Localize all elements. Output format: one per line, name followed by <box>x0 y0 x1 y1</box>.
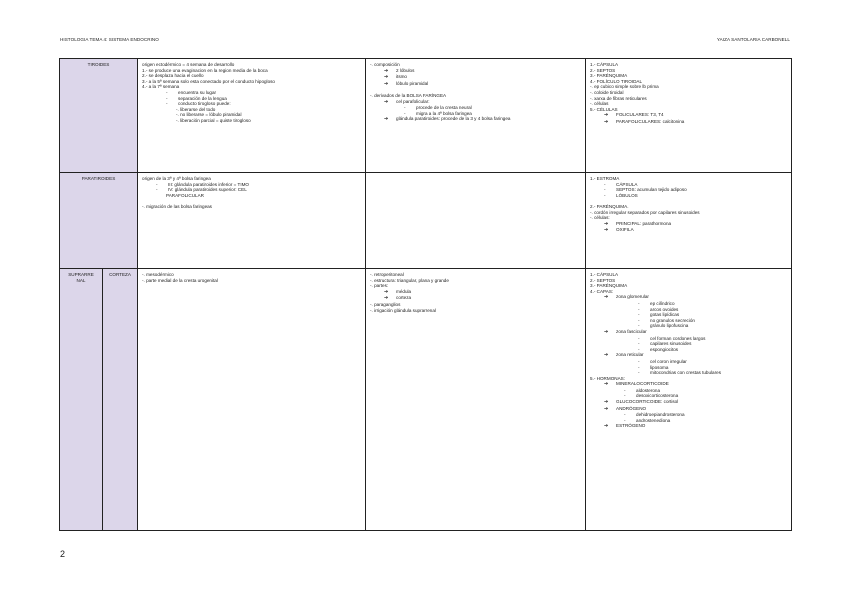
bullet-dash-icon: - <box>404 110 406 116</box>
note-text: -. paraganglios <box>370 301 401 307</box>
arrow-right-icon: ➔ <box>384 288 389 295</box>
cell-paratiroides-structure <box>366 173 586 269</box>
label-tiroides: TIROIDES <box>60 59 138 173</box>
note-text: -. cordón irregular separados por capilares sinusoides <box>590 209 700 215</box>
note-line <box>590 329 787 336</box>
cell-suprarrenal-histology <box>586 269 792 531</box>
note-text: 1.- ESTROMA <box>590 176 620 181</box>
note-line <box>370 99 581 106</box>
note-text: -. liberarse del todo <box>176 106 216 112</box>
arrow-right-icon: ➔ <box>384 116 389 123</box>
bullet-dash-icon: - <box>604 181 606 187</box>
note-text: -. células <box>590 101 609 107</box>
note-text: espongiocitos <box>650 346 679 352</box>
arrow-right-icon: ➔ <box>604 118 609 125</box>
note-text: 2.- PARÉNQUIMA. <box>590 203 629 209</box>
bullet-dash-icon: - <box>604 192 606 198</box>
note-text: migra a la 4ª bolsa faringea <box>416 110 472 116</box>
note-text: liposoma <box>650 364 669 370</box>
note-line <box>590 119 787 126</box>
note-text: aldosterona <box>636 387 661 393</box>
row-tiroides <box>60 59 792 173</box>
note-text: cel coron irregular <box>650 358 687 364</box>
note-text: dehidroepiandrosterona <box>636 412 685 418</box>
note-line <box>370 68 581 75</box>
note-line <box>590 406 787 413</box>
note-text: 5.- CÉLULAS <box>590 106 618 112</box>
bullet-dash-icon: - <box>638 300 640 306</box>
note-line <box>370 116 581 123</box>
note-line <box>370 289 581 296</box>
arrow-right-icon: ➔ <box>604 405 609 412</box>
note-line <box>590 399 787 406</box>
note-line <box>370 295 581 302</box>
note-text: IV: glándula paratiroides superior: CEL <box>168 187 247 193</box>
bullet-dash-icon: - <box>638 364 640 370</box>
note-text: -. coloide tiroidal <box>590 89 624 95</box>
note-text: conducto tirogloso puede: <box>178 101 231 107</box>
note-text: ESTRÓGENO <box>616 423 646 429</box>
note-text: mitocondrias con crestas tubulares <box>650 370 721 376</box>
note-text: lóbulo piramidal <box>396 80 429 86</box>
note-line <box>590 112 787 119</box>
note-text: cel parafolicular: <box>396 98 430 104</box>
bullet-dash-icon: - <box>166 101 168 107</box>
note-text: -. liberación parcial = quiste tirogloso <box>176 117 251 123</box>
bullet-dash-icon: - <box>638 335 640 341</box>
note-text: -. células: <box>590 215 610 221</box>
note-text: 2.- SEPTOS <box>590 277 616 283</box>
note-text: PARAFOLICULARES: calcitonina <box>616 118 685 124</box>
endocrine-table <box>59 58 792 531</box>
note-text: androstenediona <box>636 417 671 423</box>
note-text: arcos ovoides <box>650 306 679 312</box>
note-text: 4.- a la 7ª semana <box>142 84 180 90</box>
note-text: ep cilíndrico <box>650 300 675 306</box>
arrow-right-icon: ➔ <box>384 80 389 87</box>
note-text: 3.- PARÉNQUIMA <box>590 73 628 79</box>
arrow-right-icon: ➔ <box>604 112 609 119</box>
bullet-dash-icon: - <box>624 412 626 418</box>
note-text: FOLICULARES: T3, T4 <box>616 112 664 118</box>
note-text: capilares sinusoides <box>650 341 692 347</box>
arrow-right-icon: ➔ <box>384 74 389 81</box>
arrow-right-icon: ➔ <box>604 227 609 234</box>
note-line <box>590 381 787 388</box>
note-text: itsmo <box>396 74 407 80</box>
arrow-right-icon: ➔ <box>604 381 609 388</box>
note-text: 1.- CÁPSULA <box>590 272 619 277</box>
note-text: gránulo lipofuscina <box>650 323 689 329</box>
note-line <box>142 278 361 284</box>
arrow-right-icon: ➔ <box>604 328 609 335</box>
note-line <box>142 118 361 124</box>
note-text: 2.- SEPTOS <box>590 67 616 73</box>
note-text: zona glomerular <box>616 294 649 300</box>
cell-suprarrenal-structure <box>366 269 586 531</box>
note-text: 4.- CAPAS: <box>590 288 614 294</box>
cell-tiroides-origin <box>138 59 366 173</box>
note-text: PRINCIPAL: parathormona <box>616 220 672 226</box>
note-text: 1.- CÁPSULA <box>590 62 619 67</box>
note-text: ANDRÓGENO <box>616 405 647 411</box>
cell-suprarrenal-origin <box>138 269 366 531</box>
note-text: -. retroperitoneal <box>370 272 404 277</box>
note-text: origen ectodérmico = 4 semana de desarrollo <box>142 62 235 67</box>
note-text: 1.- se produce una evaginacion en la region media de la boca <box>142 67 268 73</box>
note-text: médula <box>396 288 412 294</box>
note-text: -. ep cubico simple sobre lb prima <box>590 84 659 90</box>
arrow-right-icon: ➔ <box>604 423 609 430</box>
note-text: -. derivados de la BOLSA FARÍNGEA <box>370 92 447 98</box>
note-text: SEPTOS: acumulan tejido adiposo <box>616 187 687 193</box>
note-line <box>370 308 581 314</box>
note-text: -. composición <box>370 62 400 67</box>
bullet-dash-icon: - <box>624 393 626 399</box>
cell-tiroides-histology <box>586 59 792 173</box>
note-text: gotas lipídicas <box>650 312 680 318</box>
label-paratiroides: PARATIROIDES <box>60 173 138 269</box>
bullet-dash-icon: - <box>638 358 640 364</box>
note-text: encuentra su lugar <box>178 89 217 95</box>
note-text: -. irrigación glándula suprarrenal <box>370 307 436 313</box>
arrow-right-icon: ➔ <box>604 352 609 359</box>
note-text: -. migración de las bolsa faringeas <box>142 203 212 209</box>
bullet-dash-icon: - <box>156 187 158 193</box>
note-text: MINERALOCORTICOIDE <box>616 381 669 387</box>
bullet-dash-icon: - <box>604 187 606 193</box>
bullet-dash-icon: - <box>638 370 640 376</box>
bullet-dash-icon: - <box>624 417 626 423</box>
note-line <box>590 423 787 430</box>
bullet-dash-icon: - <box>638 341 640 347</box>
page-number: 2 <box>60 549 66 559</box>
note-text: OXIFILA <box>616 227 634 233</box>
note-text: 5.- HORMONAS: <box>590 375 625 381</box>
bullet-dash-icon: - <box>166 89 168 95</box>
note-line <box>590 227 787 234</box>
cell-paratiroides-histology <box>586 173 792 269</box>
note-line <box>590 294 787 301</box>
label-corteza: CORTEZA <box>103 269 138 531</box>
bullet-dash-icon: - <box>156 181 158 187</box>
note-text: desoxicorticosterona <box>636 393 679 399</box>
arrow-right-icon: ➔ <box>604 294 609 301</box>
arrow-right-icon: ➔ <box>384 67 389 74</box>
note-text: -. mesodérmico <box>142 272 174 277</box>
note-text: 2.- se desplaza hacia el cuello <box>142 73 204 79</box>
row-paratiroides <box>60 173 792 269</box>
note-text: -. xarxa de fibras reticulares <box>590 95 647 101</box>
note-text: -. estructura: triangular, plana y grande <box>370 277 449 283</box>
note-text: -. parte medial de la cresta urogenital <box>142 277 218 283</box>
arrow-right-icon: ➔ <box>604 220 609 227</box>
bullet-dash-icon: - <box>638 306 640 312</box>
note-text: zona reticular <box>616 352 644 358</box>
note-line <box>142 204 361 210</box>
label-suprarrenal: SUPRARRE NAL <box>60 269 103 531</box>
note-text: glándula paratiroides: procede de la 3 y 4 bolsa faringea <box>396 116 511 122</box>
arrow-right-icon: ➔ <box>604 399 609 406</box>
note-text: 4.- FOLÍCULO TIROIDAL <box>590 78 643 84</box>
note-text: corteza <box>396 295 412 301</box>
note-line <box>590 352 787 359</box>
bullet-dash-icon: - <box>638 312 640 318</box>
cell-paratiroides-origin <box>138 173 366 269</box>
header-left-title: HISTOLOGIA TEMA 4: SISTEMA ENDOCRINO <box>60 37 159 42</box>
arrow-right-icon: ➔ <box>384 98 389 105</box>
note-line <box>370 74 581 81</box>
note-text: origen de la 3ª y 4ª bolsa faringea <box>142 176 211 181</box>
note-text: no granulos secreción <box>650 317 695 323</box>
note-text: -. no liberarse = lóbulo piramidal <box>176 112 242 118</box>
note-text: 2 lóbulos <box>396 67 415 73</box>
note-text: zona fascicular <box>616 328 647 334</box>
arrow-right-icon: ➔ <box>384 295 389 302</box>
bullet-dash-icon: - <box>638 323 640 329</box>
note-line <box>590 221 787 228</box>
note-text: LÓBULOS <box>616 192 638 198</box>
note-text: cel forman cordones largos <box>650 335 706 341</box>
bullet-dash-icon: - <box>166 95 168 101</box>
note-text: -. partes: <box>370 283 389 289</box>
note-line <box>370 81 581 88</box>
row-suprarrenal <box>60 269 792 531</box>
note-text: PARAFOLICULAR <box>166 192 204 198</box>
note-text: CÁPSULA <box>616 181 638 187</box>
bullet-dash-icon: - <box>624 387 626 393</box>
header-right-author: YAIZA SANTOLARIA CARBONELL <box>716 37 790 42</box>
note-text: separación de la lengua <box>178 95 227 101</box>
bullet-dash-icon: - <box>638 346 640 352</box>
bullet-dash-icon: - <box>638 317 640 323</box>
note-text: 3.- PARÉNQUIMA <box>590 283 628 289</box>
note-text: 3.- a la 5ª semana solo esta conectado por el conducto hipogloso <box>142 78 275 84</box>
bullet-dash-icon: - <box>404 105 406 111</box>
cell-tiroides-structure <box>366 59 586 173</box>
note-text: III: glándula paratiroides inferior = TIMO <box>168 181 249 187</box>
note-text: procede de la cresta neural <box>416 105 472 111</box>
note-text: GLUCOCORTICOIDE: cortisol <box>616 399 679 405</box>
